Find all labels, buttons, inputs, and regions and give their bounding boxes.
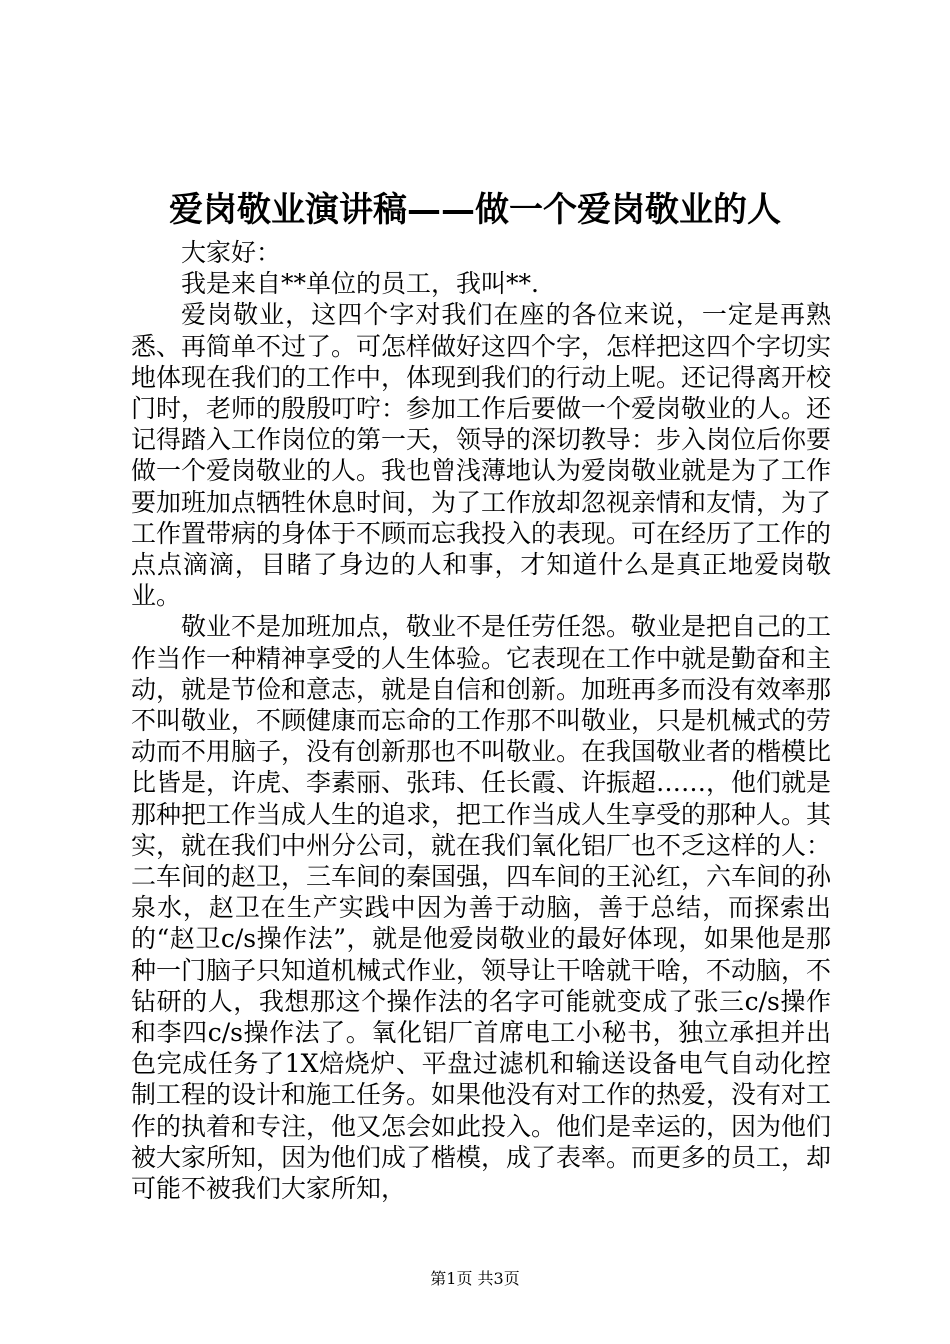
page-number-footer: 第1页 共3页 <box>430 1269 520 1288</box>
document-title: 爱岗敬业演讲稿——做一个爱岗敬业的人 <box>169 190 781 230</box>
introduction-paragraph: 我是来自**单位的员工，我叫**. <box>181 269 539 299</box>
greeting-paragraph: 大家好： <box>181 238 282 267</box>
body-paragraph: 敬业不是加班加点，敬业不是任劳任怨。敬业是把自己的工作当作一种精神享受的人生体验。它表现在工作中就是勤奋和主动，就是节俭和意志，就是自信和创新。加班再多而没有效率那不叫敬业，不顾健康而忘命的工作那不叫敬业，只是机械式的劳动而不用脑子，没有创新那也不叫敬业。在我国敬业者的楷模比比皆是，许虎、李素丽、张玮、任长霞、许振超……，他们就是那种把工作当成人生的追求，把工作当成人生享受的那种人。其实，就在我们中州分公司，就在我们氧化铝厂也不乏这样的人：二车间的赵卫，三车间的秦国强，四车间的王沁红，六车间的孙泉水，赵卫在生产实践中因为善于动脑，善于总结，而探索出的“赵卫c/s操作法”，就是他爱岗敬业的最好体现，如果他是那种一门脑子只知道机械式作业，领导让干啥就干啥，不动脑，不钻研的人，我想那这个操作法的名字可能就变成了张三c/s操作和李四c/s操作法了。氧化铝厂首席电工小秘书，独立承担并出色完成任务了1X焙烧炉、平盘过滤机和输送设备电气自动化控制工程的设计和施工任务。如果他没有对工作的热爱，没有对工作的执着和专注，他又怎会如此投入。他们是幸运的，因为他们被大家所知，因为他们成了楷模，成了表率。而更多的员工，却可能不被我们大家所知， <box>131 612 832 1204</box>
body-paragraph: 爱岗敬业，这四个字对我们在座的各位来说，一定是再熟悉、再简单不过了。可怎样做好这四个字，怎样把这四个字切实地体现在我们的工作中，体现到我们的行动上呢。还记得离开校门时，老师的殷殷叮咛：参加工作后要做一个爱岗敬业的人。还记得踏入工作岗位的第一天，领导的深切教导：步入岗位后你要做一个爱岗敬业的人。我也曾浅薄地认为爱岗敬业就是为了工作要加班加点牺牲休息时间，为了工作放却忽视亲情和友情，为了工作置带病的身体于不顾而忘我投入的表现。可在经历了工作的点点滴滴，目睹了身边的人和事，才知道什么是真正地爱岗敬业。 <box>131 300 832 611</box>
document-body <box>131 237 831 1204</box>
